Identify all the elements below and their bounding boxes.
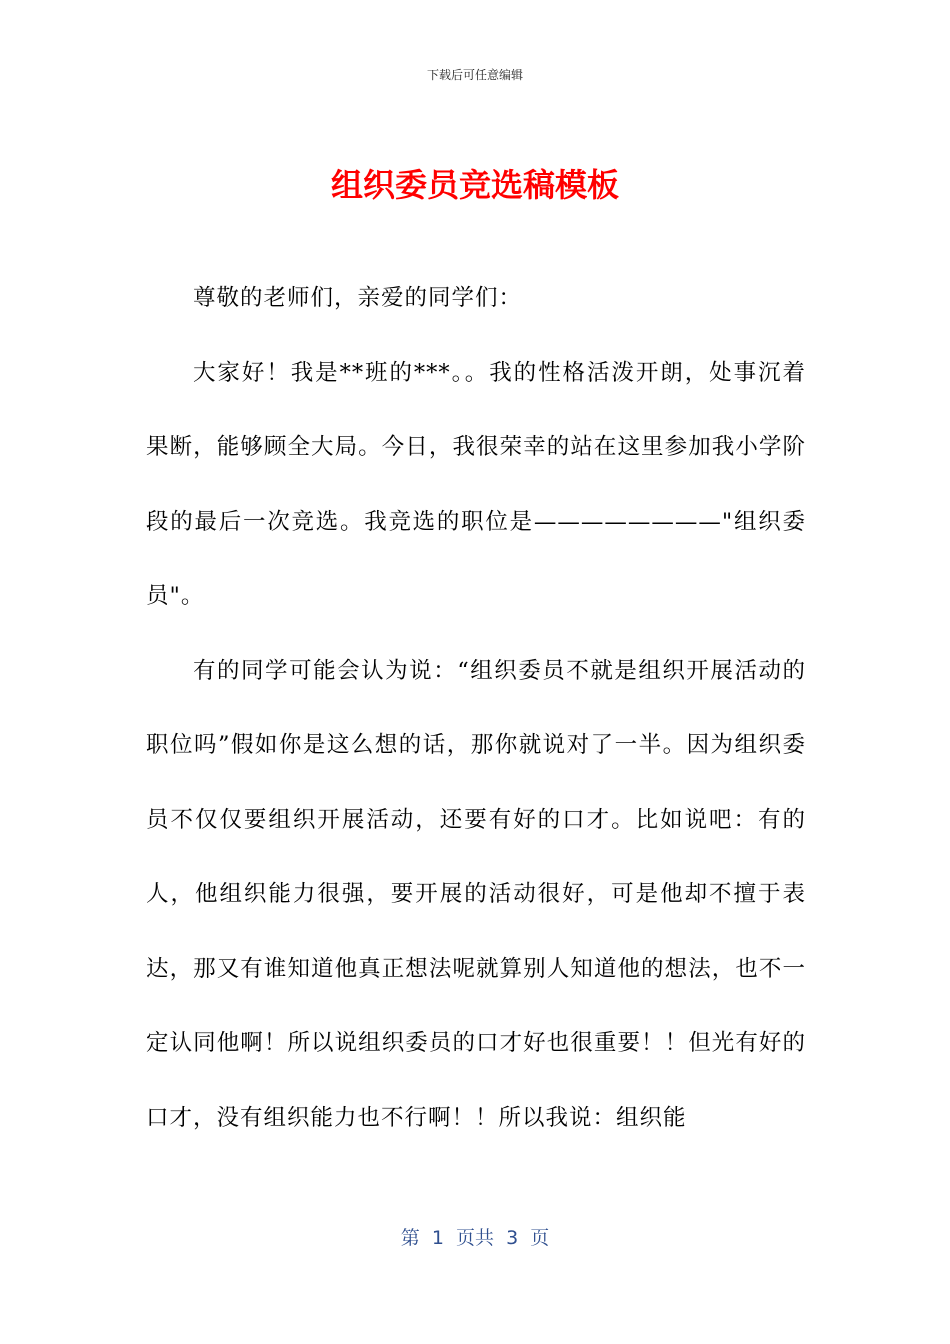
paragraph-salutation: 尊敬的老师们，亲爱的同学们： — [193, 285, 523, 311]
document-title: 组织委员竞选稿模板 — [330, 166, 619, 205]
paragraph-role-description: 有的同学可能会认为说：“组织委员不就是组织开展活动的职位吗”假如你是这么想的话，那你就说对了一半。因为组织委员不仅仅要组织开展活动，还要有好的口才。比如说吧：有的人，他组织能力很强，要开展的活动很好，可是他却不擅于表达，那又有谁知道他真正想法呢就算别人知道他的想法，也不一定认同他啊！所以说组织委员的口才好也很重要！！但光有好的口才，没有组织能力也不行啊！！所以我说：组织能 — [146, 657, 806, 1131]
header-note: 下载后可任意编辑 — [426, 68, 523, 82]
document-body — [146, 261, 806, 1155]
page-number-footer: 第 1 页共 3 页 — [400, 1227, 550, 1249]
paragraph-introduction: 大家好！我是**班的***。。我的性格活泼开朗，处事沉着果断，能够顾全大局。今日，我很荣幸的站在这里参加我小学阶段的最后一次竞选。我竞选的职位是————————"组织委员"。 — [146, 359, 806, 609]
